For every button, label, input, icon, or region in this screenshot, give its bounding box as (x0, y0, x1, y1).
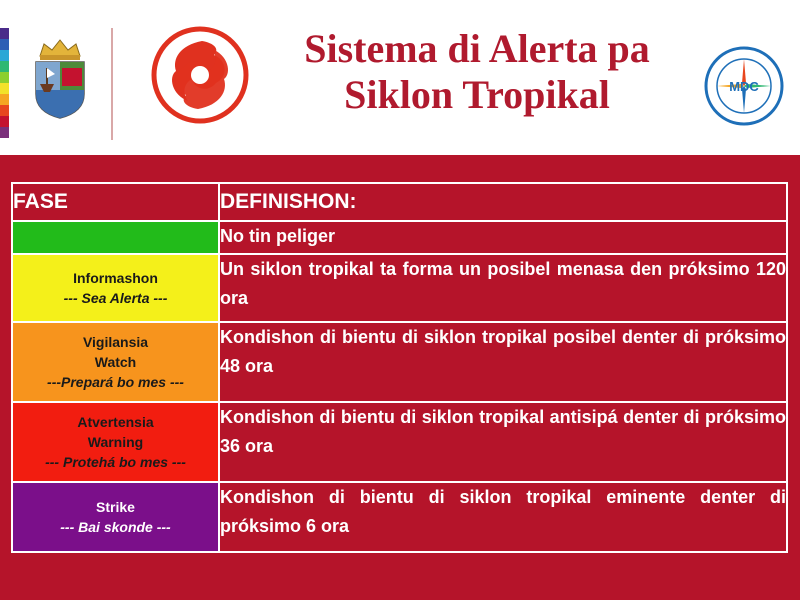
header-divider (111, 28, 113, 140)
table-row (12, 254, 787, 322)
definition-cell: Kondishon di bientu di siklon tropikal posibel denter di próksimo 48 ora (219, 322, 787, 402)
hurricane-icon (150, 25, 250, 125)
strip-band (0, 83, 9, 94)
phase-title: Vigilansia (82, 334, 149, 350)
mdc-logo-text: MDC (729, 79, 759, 94)
header-phase: FASE (12, 183, 219, 221)
strip-band (0, 61, 9, 72)
definition-cell: Kondishon di bientu di siklon tropikal eminente denter di próksimo 6 ora (219, 482, 787, 552)
header-definition: DEFINISHON: (219, 183, 787, 221)
phase-subtitle: Watch (94, 354, 137, 370)
phase-tagline: ---Prepará bo mes --- (47, 374, 184, 390)
color-strip (0, 28, 9, 138)
phase-purple-cell (12, 482, 219, 552)
phase-red-cell (12, 402, 219, 482)
phase-title: Strike (96, 499, 135, 515)
definition-cell: Un siklon tropikal ta forma un posibel menasa den próksimo 120 ora (219, 254, 787, 322)
table-row (12, 221, 787, 254)
title-line-2: Siklon Tropikal (344, 72, 610, 117)
table-row (12, 482, 787, 552)
strip-band (0, 50, 9, 61)
coat-of-arms-icon (30, 38, 90, 120)
table-row (12, 322, 787, 402)
phase-green-cell (12, 221, 219, 254)
strip-band (0, 72, 9, 83)
phase-yellow-cell (12, 254, 219, 322)
table-row (12, 402, 787, 482)
definition-cell: Kondishon di bientu di siklon tropikal antisipá denter di próksimo 36 ora (219, 402, 787, 482)
strip-band (0, 127, 9, 138)
table-header-row (12, 183, 787, 221)
definition-cell: No tin peliger (219, 221, 787, 254)
phase-tagline: --- Sea Alerta --- (63, 290, 168, 306)
phase-orange-cell (12, 322, 219, 402)
page-title (262, 26, 692, 118)
strip-band (0, 105, 9, 116)
strip-band (0, 39, 9, 50)
phase-title: Atvertensia (77, 414, 154, 430)
title-line-1: Sistema di Alerta pa (304, 26, 650, 71)
phase-tagline: --- Protehá bo mes --- (45, 454, 186, 470)
strip-band (0, 28, 9, 39)
header-banner (0, 0, 800, 155)
phase-title: Informashon (73, 270, 158, 286)
strip-band (0, 94, 9, 105)
phase-tagline: --- Bai skonde --- (60, 519, 171, 535)
meteorological-department-logo-icon (704, 46, 784, 126)
phase-subtitle: Warning (87, 434, 144, 450)
strip-band (0, 116, 9, 127)
alert-phase-table (11, 182, 788, 553)
